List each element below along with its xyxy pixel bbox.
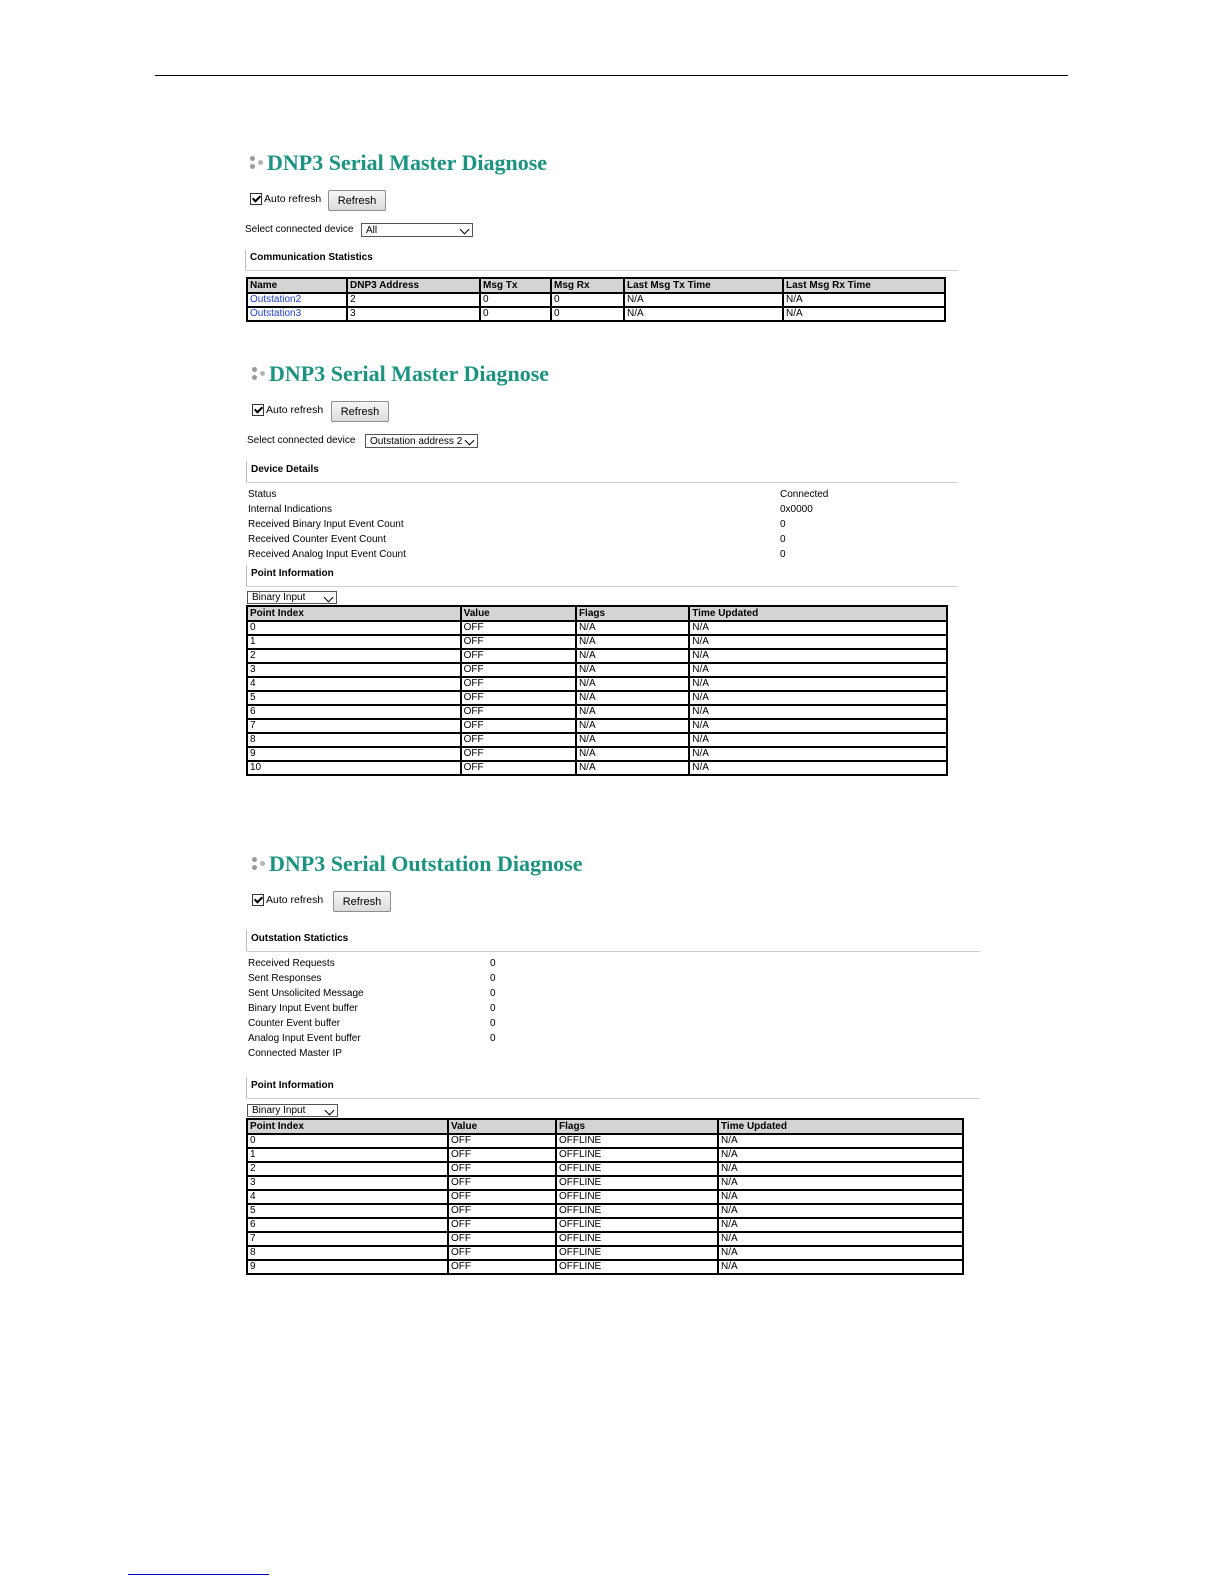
table-cell: N/A bbox=[718, 1218, 963, 1232]
table-row bbox=[247, 621, 947, 635]
column-header: Point Index bbox=[247, 1119, 448, 1134]
table-cell: OFF bbox=[461, 649, 576, 663]
table-cell: 6 bbox=[247, 1218, 448, 1232]
table-cell: 0 bbox=[247, 621, 461, 635]
table-cell: 2 bbox=[347, 293, 480, 307]
table-cell: OFF bbox=[461, 691, 576, 705]
table-cell: OFF bbox=[461, 621, 576, 635]
chevron-down-icon bbox=[324, 593, 334, 603]
chevron-down-icon bbox=[460, 225, 470, 235]
bullet-icon bbox=[252, 857, 267, 871]
point-type-select[interactable]: Binary Input bbox=[247, 1104, 338, 1117]
point-info-table bbox=[246, 1118, 964, 1275]
table-cell: N/A bbox=[624, 307, 783, 321]
table-cell: 3 bbox=[247, 1176, 448, 1190]
table-cell: N/A bbox=[576, 719, 689, 733]
table-cell: 2 bbox=[247, 1162, 448, 1176]
communication-stats-table bbox=[246, 277, 946, 322]
detail-label: Sent Unsolicited Message bbox=[248, 988, 364, 999]
table-cell: N/A bbox=[576, 747, 689, 761]
table-cell: 6 bbox=[247, 705, 461, 719]
detail-label: Sent Responses bbox=[248, 973, 322, 984]
table-cell: N/A bbox=[718, 1162, 963, 1176]
table-cell: N/A bbox=[689, 649, 947, 663]
table-cell: 5 bbox=[247, 1204, 448, 1218]
table-cell: 0 bbox=[480, 293, 551, 307]
table-cell: 1 bbox=[247, 1148, 448, 1162]
table-cell: N/A bbox=[783, 293, 945, 307]
table-cell: N/A bbox=[689, 677, 947, 691]
column-header: Point Index bbox=[247, 606, 461, 621]
table-cell: 0 bbox=[480, 307, 551, 321]
table-row bbox=[247, 747, 947, 761]
table-header-row bbox=[247, 1119, 963, 1134]
checkbox-icon[interactable] bbox=[252, 894, 264, 906]
table-row bbox=[247, 1232, 963, 1246]
device-select[interactable]: All bbox=[361, 223, 473, 237]
detail-value: 0 bbox=[490, 988, 496, 999]
table-row bbox=[247, 677, 947, 691]
section-communication-statistics: Communication Statistics bbox=[245, 250, 373, 270]
select-device-label: Select connected device bbox=[245, 224, 354, 235]
table-cell: N/A bbox=[689, 761, 947, 775]
table-row bbox=[247, 1148, 963, 1162]
column-header: DNP3 Address bbox=[347, 278, 480, 293]
table-cell: 7 bbox=[247, 1232, 448, 1246]
table-cell: OFF bbox=[461, 635, 576, 649]
table-cell: N/A bbox=[689, 621, 947, 635]
table-cell: 5 bbox=[247, 691, 461, 705]
table-cell: OFF bbox=[448, 1246, 556, 1260]
bullet-icon bbox=[252, 367, 267, 381]
section-point-information: Point Information bbox=[246, 565, 334, 586]
column-header: Last Msg Rx Time bbox=[783, 278, 945, 293]
detail-value: 0 bbox=[780, 549, 786, 560]
table-row bbox=[247, 1218, 963, 1232]
table-cell: N/A bbox=[689, 733, 947, 747]
table-cell: N/A bbox=[576, 705, 689, 719]
table-cell: OFFLINE bbox=[556, 1260, 718, 1274]
table-cell: 10 bbox=[247, 761, 461, 775]
detail-label: Analog Input Event buffer bbox=[248, 1033, 361, 1044]
table-row bbox=[247, 733, 947, 747]
column-header: Flags bbox=[576, 606, 689, 621]
table-cell: 0 bbox=[551, 293, 624, 307]
section-divider bbox=[246, 482, 958, 483]
table-header-row bbox=[247, 278, 945, 293]
table-cell: 9 bbox=[247, 1260, 448, 1274]
column-header: Msg Tx bbox=[480, 278, 551, 293]
column-header: Name bbox=[247, 278, 347, 293]
table-row bbox=[247, 719, 947, 733]
table-cell: 2 bbox=[247, 649, 461, 663]
page-title bbox=[250, 150, 547, 176]
detail-label: Received Requests bbox=[248, 958, 335, 969]
table-row bbox=[247, 1176, 963, 1190]
table-cell: N/A bbox=[576, 677, 689, 691]
section-divider bbox=[246, 586, 958, 587]
refresh-button[interactable]: Refresh bbox=[328, 190, 386, 211]
table-cell: OFFLINE bbox=[556, 1162, 718, 1176]
table-cell: N/A bbox=[718, 1176, 963, 1190]
device-name-link[interactable]: Outstation3 bbox=[247, 307, 347, 321]
table-cell: N/A bbox=[576, 691, 689, 705]
column-header: Time Updated bbox=[718, 1119, 963, 1134]
column-header: Value bbox=[448, 1119, 556, 1134]
table-cell: N/A bbox=[689, 663, 947, 677]
table-header-row bbox=[247, 606, 947, 621]
table-cell: N/A bbox=[576, 733, 689, 747]
detail-label: Received Analog Input Event Count bbox=[248, 549, 406, 560]
table-cell: N/A bbox=[783, 307, 945, 321]
detail-label: Internal Indications bbox=[248, 504, 332, 515]
title-text: DNP3 Serial Outstation Diagnose bbox=[269, 851, 583, 876]
bullet-icon bbox=[250, 156, 265, 170]
page-title bbox=[252, 851, 583, 877]
table-cell: 3 bbox=[247, 663, 461, 677]
device-select[interactable]: Outstation address 2 bbox=[365, 434, 478, 448]
table-cell: OFF bbox=[448, 1190, 556, 1204]
column-header: Flags bbox=[556, 1119, 718, 1134]
point-type-select[interactable]: Binary Input bbox=[247, 591, 337, 604]
table-cell: 8 bbox=[247, 1246, 448, 1260]
table-cell: 4 bbox=[247, 677, 461, 691]
table-row bbox=[247, 635, 947, 649]
table-row bbox=[247, 761, 947, 775]
section-point-information: Point Information bbox=[246, 1077, 334, 1098]
table-cell: OFF bbox=[461, 747, 576, 761]
table-cell: N/A bbox=[718, 1232, 963, 1246]
table-row bbox=[247, 1134, 963, 1148]
table-row bbox=[247, 1190, 963, 1204]
table-cell: 7 bbox=[247, 719, 461, 733]
table-cell: OFFLINE bbox=[556, 1190, 718, 1204]
table-row bbox=[247, 307, 945, 321]
table-cell: N/A bbox=[718, 1190, 963, 1204]
table-cell: OFFLINE bbox=[556, 1218, 718, 1232]
table-row bbox=[247, 649, 947, 663]
detail-value: 0x0000 bbox=[780, 504, 813, 515]
detail-value: 0 bbox=[780, 534, 786, 545]
detail-value: 0 bbox=[490, 1003, 496, 1014]
table-cell: OFF bbox=[461, 733, 576, 747]
detail-label: Connected Master IP bbox=[248, 1048, 342, 1059]
table-cell: N/A bbox=[576, 761, 689, 775]
table-row bbox=[247, 1260, 963, 1274]
table-cell: N/A bbox=[576, 635, 689, 649]
table-cell: OFFLINE bbox=[556, 1232, 718, 1246]
column-header: Last Msg Tx Time bbox=[624, 278, 783, 293]
table-cell: N/A bbox=[718, 1204, 963, 1218]
point-table-scroll[interactable] bbox=[246, 1118, 964, 1294]
table-cell: N/A bbox=[718, 1246, 963, 1260]
table-cell: OFF bbox=[461, 705, 576, 719]
table-cell: OFF bbox=[448, 1204, 556, 1218]
detail-value: 0 bbox=[490, 1033, 496, 1044]
table-cell: OFFLINE bbox=[556, 1246, 718, 1260]
table-cell: OFF bbox=[448, 1162, 556, 1176]
table-cell: OFF bbox=[448, 1176, 556, 1190]
point-table-scroll[interactable] bbox=[246, 605, 950, 794]
table-cell: OFF bbox=[448, 1218, 556, 1232]
section-divider bbox=[245, 270, 958, 271]
table-cell: 1 bbox=[247, 635, 461, 649]
detail-value: 0 bbox=[780, 519, 786, 530]
detail-label: Received Binary Input Event Count bbox=[248, 519, 404, 530]
table-cell: 0 bbox=[551, 307, 624, 321]
section-outstation-statistics: Outstation Statictics bbox=[246, 930, 348, 951]
detail-label: Binary Input Event buffer bbox=[248, 1003, 358, 1014]
table-cell: N/A bbox=[576, 621, 689, 635]
table-cell: N/A bbox=[576, 649, 689, 663]
page-top-rule bbox=[155, 75, 1068, 76]
auto-refresh-checkbox[interactable]: Auto refresh bbox=[252, 894, 323, 906]
chevron-down-icon bbox=[325, 1106, 335, 1116]
table-cell: OFF bbox=[448, 1232, 556, 1246]
table-cell: N/A bbox=[689, 691, 947, 705]
detail-label: Status bbox=[248, 489, 277, 500]
table-cell: N/A bbox=[718, 1134, 963, 1148]
detail-label: Received Counter Event Count bbox=[248, 534, 386, 545]
table-row bbox=[247, 1246, 963, 1260]
checkbox-icon[interactable] bbox=[250, 193, 262, 205]
table-cell: OFF bbox=[461, 719, 576, 733]
table-cell: OFFLINE bbox=[556, 1204, 718, 1218]
title-text: DNP3 Serial Master Diagnose bbox=[267, 150, 548, 175]
title-text: DNP3 Serial Master Diagnose bbox=[269, 361, 550, 386]
table-cell: OFF bbox=[448, 1148, 556, 1162]
table-cell: OFFLINE bbox=[556, 1176, 718, 1190]
checkbox-icon[interactable] bbox=[252, 404, 264, 416]
select-device-label: Select connected device bbox=[247, 435, 356, 446]
table-cell: 4 bbox=[247, 1190, 448, 1204]
column-header: Time Updated bbox=[689, 606, 947, 621]
table-cell: N/A bbox=[689, 705, 947, 719]
detail-value: 0 bbox=[490, 1018, 496, 1029]
column-header: Msg Rx bbox=[551, 278, 624, 293]
refresh-button[interactable]: Refresh bbox=[333, 891, 391, 912]
detail-label: Counter Event buffer bbox=[248, 1018, 341, 1029]
table-cell: 3 bbox=[347, 307, 480, 321]
table-row bbox=[247, 691, 947, 705]
table-cell: N/A bbox=[689, 635, 947, 649]
table-row bbox=[247, 705, 947, 719]
section-divider bbox=[246, 1098, 980, 1099]
table-cell: 8 bbox=[247, 733, 461, 747]
table-cell: OFF bbox=[461, 663, 576, 677]
section-device-details: Device Details bbox=[246, 461, 319, 482]
table-cell: N/A bbox=[718, 1148, 963, 1162]
table-cell: OFF bbox=[461, 677, 576, 691]
auto-refresh-checkbox[interactable]: Auto refresh bbox=[252, 404, 323, 416]
table-cell: 0 bbox=[247, 1134, 448, 1148]
page-title bbox=[252, 361, 549, 387]
table-cell: OFF bbox=[461, 761, 576, 775]
device-name-link[interactable]: Outstation2 bbox=[247, 293, 347, 307]
column-header: Value bbox=[461, 606, 576, 621]
table-cell: OFF bbox=[448, 1260, 556, 1274]
table-cell: N/A bbox=[689, 747, 947, 761]
table-cell: OFF bbox=[448, 1134, 556, 1148]
table-cell: N/A bbox=[576, 663, 689, 677]
table-cell: N/A bbox=[624, 293, 783, 307]
detail-value: 0 bbox=[490, 973, 496, 984]
table-row bbox=[247, 663, 947, 677]
point-info-table bbox=[246, 605, 948, 776]
chevron-down-icon bbox=[465, 436, 475, 446]
detail-value: Connected bbox=[780, 489, 829, 500]
table-cell: OFFLINE bbox=[556, 1148, 718, 1162]
section-divider bbox=[246, 951, 980, 952]
footer-link-rule bbox=[128, 1574, 269, 1575]
refresh-button[interactable]: Refresh bbox=[331, 401, 389, 422]
table-cell: 9 bbox=[247, 747, 461, 761]
table-cell: N/A bbox=[689, 719, 947, 733]
table-cell: N/A bbox=[718, 1260, 963, 1274]
table-row bbox=[247, 1162, 963, 1176]
table-cell: OFFLINE bbox=[556, 1134, 718, 1148]
table-row bbox=[247, 1204, 963, 1218]
detail-value: 0 bbox=[490, 958, 496, 969]
table-row bbox=[247, 293, 945, 307]
auto-refresh-checkbox[interactable]: Auto refresh bbox=[250, 193, 321, 205]
